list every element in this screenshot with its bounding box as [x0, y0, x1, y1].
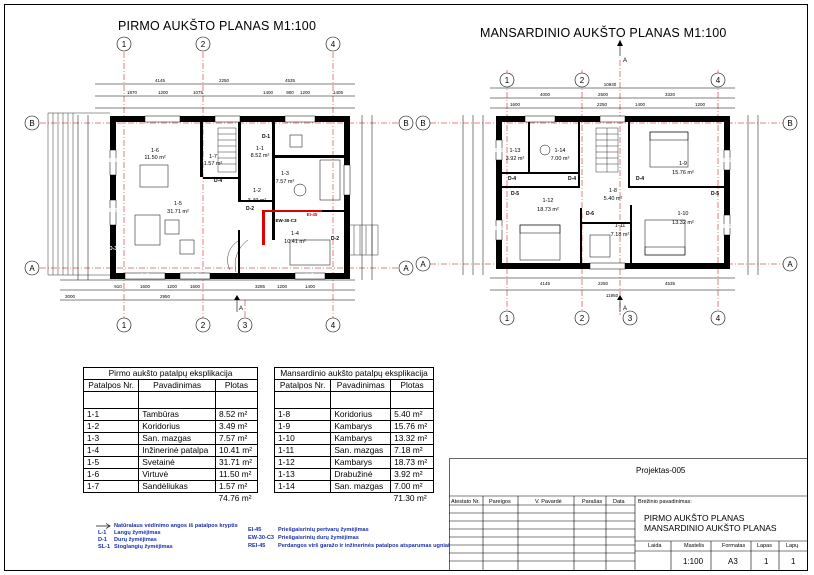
label: 3.92 m²	[505, 156, 525, 162]
label: 4000	[539, 92, 551, 97]
label: San. mazgas	[331, 445, 391, 457]
label: Kambarys	[331, 457, 391, 469]
attic-floor-total: 71.30 m²	[393, 493, 427, 503]
label: A	[420, 260, 426, 269]
label: D-4	[635, 176, 645, 182]
label: 7.00 m²	[391, 481, 434, 493]
label: Plotas	[391, 380, 434, 392]
label: 1-10	[677, 211, 689, 217]
label: Plotas	[215, 380, 257, 392]
axis-2-top: 2	[200, 40, 206, 49]
label: 3320	[664, 92, 676, 97]
label: 2	[579, 314, 585, 323]
room-label: 1-1	[256, 146, 264, 152]
label: 15.76 m²	[391, 421, 434, 433]
label: Natūralaus vėdinimo angos iš patalpos kryptis	[114, 523, 238, 529]
label: D-5	[510, 191, 520, 197]
label: Koridorius	[331, 409, 391, 421]
label: EI-45	[306, 212, 318, 217]
label: 1-13	[275, 469, 331, 481]
label: L-5	[723, 224, 731, 230]
room-area: 10.41 m²	[284, 239, 306, 245]
label: EW-30-C3	[275, 218, 297, 223]
table-row	[84, 481, 258, 493]
label: 18.73 m²	[537, 207, 559, 213]
label: 1400	[262, 90, 274, 95]
tb-head-issue: Laida	[648, 543, 662, 549]
label: 8.52 m²	[215, 409, 257, 421]
label: 1400	[634, 102, 646, 107]
label: San. mazgas	[331, 481, 391, 493]
project-number: Projektas-005	[636, 466, 686, 475]
label: 2250	[596, 102, 608, 107]
table-row	[275, 457, 434, 469]
drawing-name-line-2: MANSARDINIO AUKŠTO PLANAS	[644, 523, 777, 533]
label: L-1	[301, 117, 309, 123]
label: Drabužinė	[331, 469, 391, 481]
label: Mansardinio aukšto patalpų eksplikacija	[275, 368, 434, 380]
label: EW-30-C3	[248, 535, 274, 541]
room-area: 8.52 m²	[250, 153, 270, 159]
label: D-4	[567, 176, 577, 182]
label: San. mazgas	[139, 433, 216, 445]
label: 1-11	[614, 223, 626, 229]
table-row	[84, 409, 258, 421]
label: SL-1	[601, 264, 613, 270]
label: Patalpos Nr.	[84, 380, 139, 392]
label: A	[787, 260, 793, 269]
label: D-3	[108, 246, 118, 252]
label: 1200	[166, 284, 178, 289]
label: L-2	[141, 273, 149, 279]
table-row	[84, 445, 258, 457]
label: B	[787, 119, 793, 128]
room-label: 1-4	[291, 231, 299, 237]
room-label: 1-5	[174, 201, 182, 207]
label: 2250	[597, 281, 609, 286]
table-row	[275, 409, 434, 421]
label: 1600	[189, 284, 201, 289]
first-floor-explication-table	[83, 367, 258, 504]
label: 1.57 m²	[215, 481, 257, 493]
label: Kambarys	[331, 433, 391, 445]
drawing-name-line-1: PIRMO AUKŠTO PLANAS	[644, 513, 745, 523]
label: 1-12	[275, 457, 331, 469]
table-row	[275, 481, 434, 493]
tb-val-scale: 1:100	[683, 557, 704, 566]
tb-head-sheets: Lapų	[786, 543, 799, 549]
label: 4	[715, 314, 721, 323]
table-row	[275, 433, 434, 445]
table-row	[275, 445, 434, 457]
label: 1-7	[84, 481, 139, 493]
label: 10930	[603, 82, 617, 87]
first-floor-total: 74.76 m²	[218, 493, 252, 503]
label: L-5	[495, 226, 503, 232]
label: 5.40 m²	[391, 409, 434, 421]
label: Svetainė	[139, 457, 216, 469]
label: 1075	[192, 90, 204, 95]
label: 15.76 m²	[672, 170, 694, 176]
legend-left	[98, 523, 238, 551]
label: Priešgaisrinių durų žymėjimas	[278, 535, 359, 541]
room-area: 3.49 m²	[247, 198, 267, 204]
label: L-3	[306, 273, 314, 279]
label: 1	[504, 314, 510, 323]
label: D-6	[585, 211, 595, 217]
axis-4-top: 4	[330, 40, 336, 49]
label: REI-45	[248, 543, 266, 549]
label: 1-14	[275, 481, 331, 493]
label: 1-2	[84, 421, 139, 433]
label: 3	[627, 314, 633, 323]
drawing-name-label: Brėžinio pavadinimas:	[638, 499, 692, 505]
tb-val-sheet: 1	[764, 557, 769, 566]
label: 7.00 m²	[550, 156, 570, 162]
label: 1870	[126, 90, 138, 95]
title-block	[449, 458, 809, 571]
label: 1-14	[554, 148, 566, 154]
legend-right	[248, 526, 450, 550]
label: L-1	[98, 530, 107, 536]
label: 1-13	[509, 148, 521, 154]
label: 2	[579, 76, 585, 85]
label: D-1	[261, 134, 271, 140]
label: SL-1	[98, 544, 111, 550]
label: 31.71 m²	[215, 457, 257, 469]
label: Pirmo aukšto patalpų eksplikacija	[84, 368, 258, 380]
label: Stoglangių žymėjimas	[114, 544, 173, 550]
axis-a-left: A	[29, 264, 35, 273]
table-row	[275, 421, 434, 433]
attic-floor-explication-table	[274, 367, 434, 504]
label: Pavadinimas	[139, 380, 216, 392]
label: D-2	[330, 236, 340, 242]
label: L-4	[608, 117, 616, 123]
label: 13.32 m²	[672, 220, 694, 226]
label: 1600	[509, 102, 521, 107]
label: 1-8	[275, 409, 331, 421]
label: Inžinerinė patalpa	[139, 445, 216, 457]
tb-col-attestation: Atestato Nr.	[451, 499, 480, 505]
label: Patalpos Nr.	[275, 380, 331, 392]
table-row	[275, 469, 434, 481]
axis-1-bottom: 1	[121, 321, 127, 330]
label: B	[420, 119, 426, 128]
label: 2950	[159, 294, 171, 299]
label: 4535	[664, 281, 676, 286]
label: 3285	[254, 284, 266, 289]
label: 11950	[605, 293, 619, 298]
label: 7.57 m²	[215, 433, 257, 445]
label: 1	[504, 76, 510, 85]
tb-val-format: A3	[728, 557, 738, 566]
label: 1-11	[275, 445, 331, 457]
label: 1-3	[84, 433, 139, 445]
label: Koridorius	[139, 421, 216, 433]
label: A	[622, 306, 628, 312]
label: 3.92 m²	[391, 469, 434, 481]
room-area: 1.57 m²	[203, 161, 223, 167]
room-area: 31.71 m²	[167, 209, 189, 215]
first-floor-title: PIRMO AUKŠTO PLANAS M1:100	[118, 19, 317, 33]
attic-floor-title: MANSARDINIO AUKŠTO PLANAS M1:100	[480, 26, 727, 40]
label: 1-4	[84, 445, 139, 457]
label: 4145	[539, 281, 551, 286]
label: D-4	[507, 176, 517, 182]
label: 7.18 m²	[610, 232, 630, 238]
axis-1-top: 1	[121, 40, 127, 49]
label: D-4	[213, 178, 223, 184]
label: Tambūras	[139, 409, 216, 421]
label: Priešgaisrinių pertvarų žymėjimas	[278, 527, 369, 533]
label: 1400	[304, 284, 316, 289]
label: 900	[286, 90, 294, 95]
table-row	[84, 469, 258, 481]
label: 1-10	[275, 433, 331, 445]
label: 910	[114, 284, 122, 289]
room-label: 1-2	[253, 188, 261, 194]
label: EI-45	[248, 527, 262, 533]
label: 1-6	[84, 469, 139, 481]
label: Durų žymėjimas	[114, 537, 157, 543]
label: 1-9	[275, 421, 331, 433]
label: 11.50 m²	[215, 469, 257, 481]
tb-col-date: Data	[613, 499, 625, 505]
tb-head-sheet: Lapas	[757, 543, 772, 549]
label: 1200	[276, 284, 288, 289]
axis-2-bottom: 2	[200, 321, 206, 330]
label: Kambarys	[331, 421, 391, 433]
label: L-3	[109, 158, 117, 164]
label: 2500	[597, 92, 609, 97]
label: Langų žymėjimas	[114, 530, 161, 536]
room-label: 1-6	[151, 148, 159, 154]
table-row	[84, 433, 258, 445]
label: 7.18 m²	[391, 445, 434, 457]
label: Perdangos virš garažo ir inžinerinės patalpos atsparumas ugniai	[278, 543, 450, 549]
table-row	[84, 421, 258, 433]
label: 1200	[157, 90, 169, 95]
label: 5.40 m²	[603, 196, 623, 202]
label: 1-8	[609, 188, 617, 194]
table-row	[84, 457, 258, 469]
axis-4-bottom: 4	[330, 321, 336, 330]
label: D-1	[98, 537, 108, 543]
label: 4	[715, 76, 721, 85]
label: SL-1	[534, 117, 546, 123]
label: A	[622, 58, 628, 64]
label: 1200	[694, 102, 706, 107]
label: L-2	[191, 273, 199, 279]
label: 13.32 m²	[391, 433, 434, 445]
label: L-6	[495, 148, 503, 154]
tb-head-scale: Mastelis	[684, 543, 705, 549]
label: 3.49 m²	[215, 421, 257, 433]
tb-col-signature: Parašas	[582, 499, 603, 505]
label: 1-12	[542, 198, 554, 204]
label: 10.41 m²	[215, 445, 257, 457]
axis-3-bottom: 3	[242, 321, 248, 330]
label: L-2	[109, 208, 117, 214]
label: 18.73 m²	[391, 457, 434, 469]
room-area: 11.50 m²	[144, 155, 166, 161]
label: 1405	[332, 90, 344, 95]
label: L-5	[723, 158, 731, 164]
tb-col-position: Pareigos	[489, 499, 511, 505]
room-label: 1-3	[281, 171, 289, 177]
axis-b-left: B	[29, 119, 35, 128]
label: Pavadinimas	[331, 380, 391, 392]
tb-col-name: V. Pavardė	[535, 499, 562, 505]
label: 4535	[284, 78, 296, 83]
room-area: 7.57 m²	[275, 179, 295, 185]
section-mark: A	[238, 306, 244, 312]
label: Sandėliukas	[139, 481, 216, 493]
label: 1-1	[84, 409, 139, 421]
label: D-2	[245, 206, 255, 212]
room-label: 1-7	[209, 154, 217, 160]
label: 1-9	[679, 161, 687, 167]
label: D-5	[710, 191, 720, 197]
tb-head-format: Formatas	[722, 543, 746, 549]
tb-val-sheets: 1	[791, 557, 796, 566]
label: 2250	[218, 78, 230, 83]
label: L-1	[158, 117, 166, 123]
axis-a-right: A	[403, 264, 409, 273]
label: 4145	[154, 78, 166, 83]
label: Virtuvė	[139, 469, 216, 481]
label: 1200	[299, 90, 311, 95]
axis-b-right: B	[403, 119, 409, 128]
label: 3000	[64, 294, 76, 299]
label: 1600	[139, 284, 151, 289]
label: 1-5	[84, 457, 139, 469]
